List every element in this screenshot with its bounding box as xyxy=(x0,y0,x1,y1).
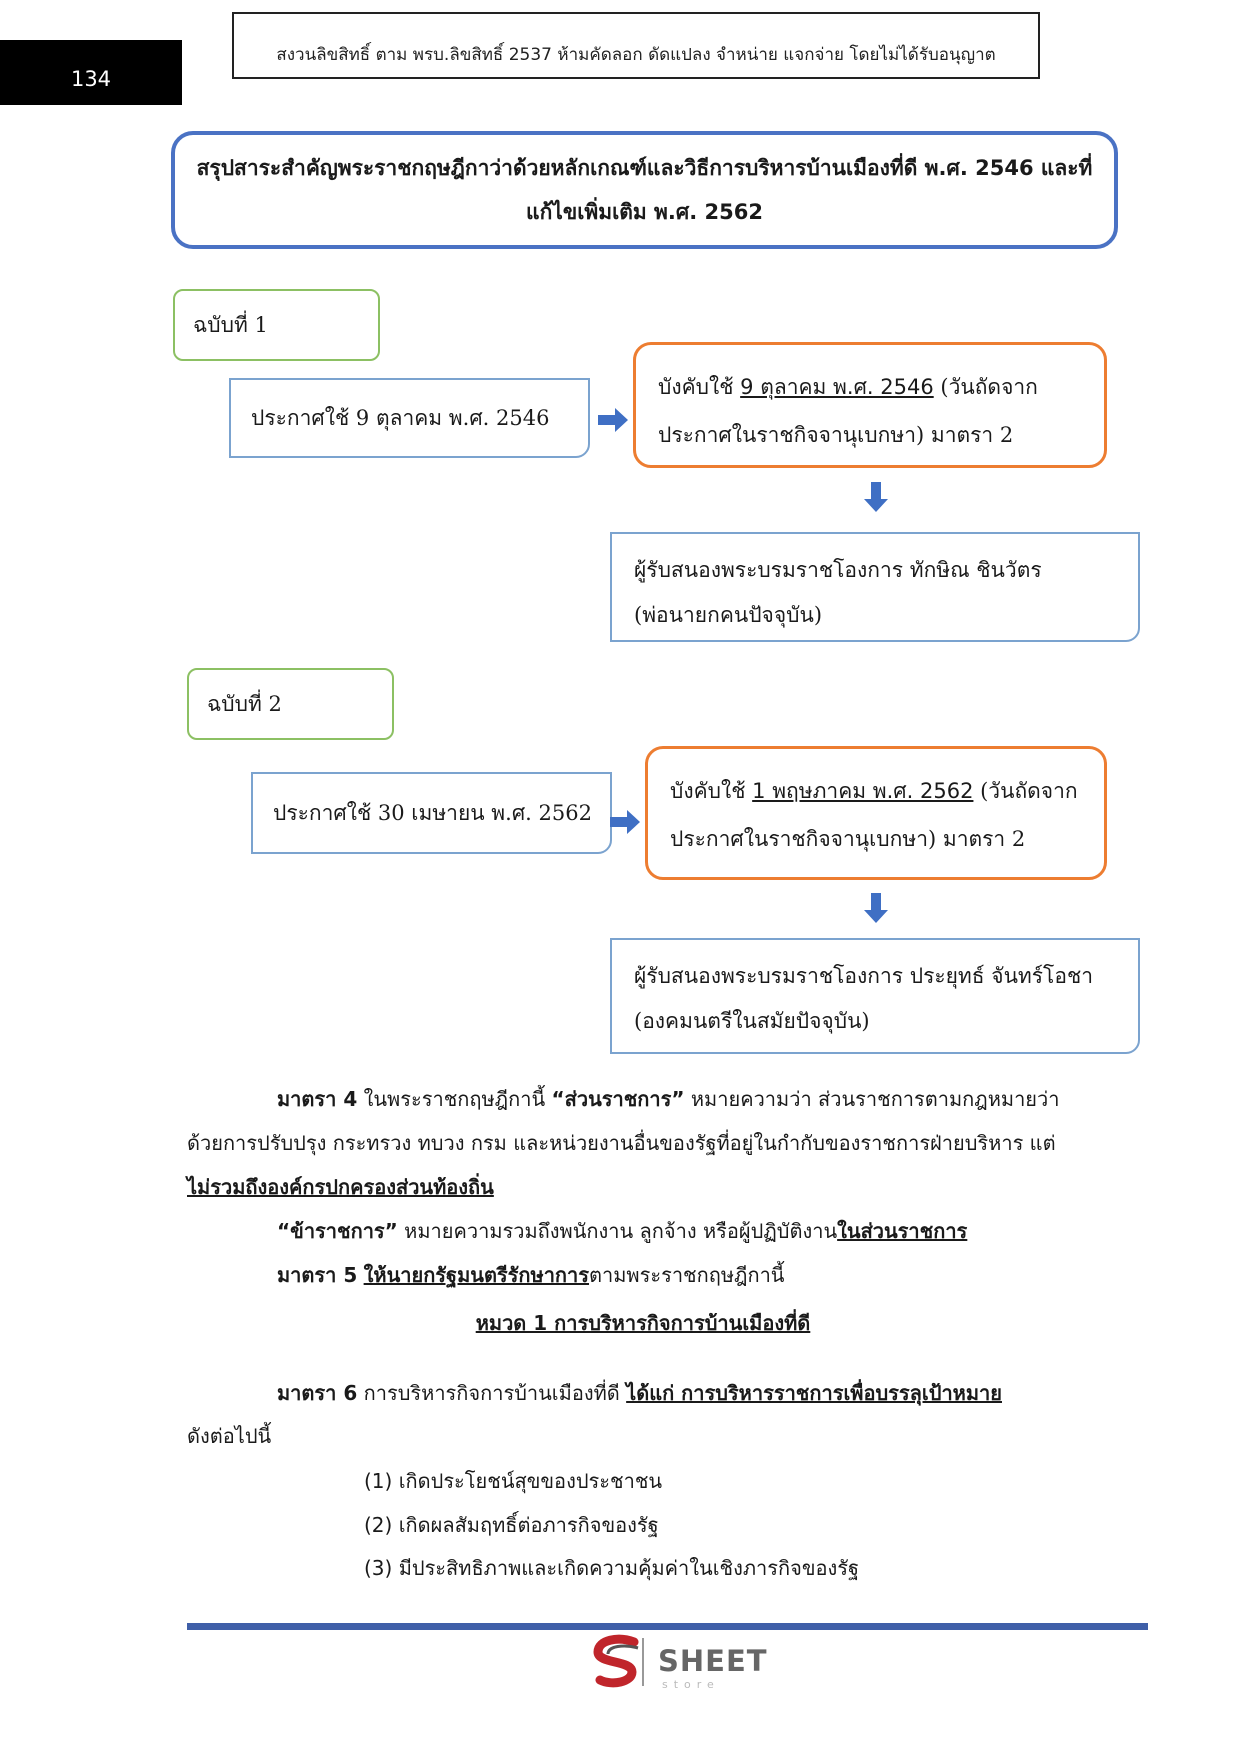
version-1-responder: ผู้รับสนองพระบรมราชโองการ ทักษิณ ชินวัตร (พ่อนายกคนปัจจุบัน) xyxy=(610,532,1140,642)
section-4-line-2: ด้วยการปรับปรุง กระทรวง ทบวง กรม และหน่วยงานอื่นของรัฐที่อยู่ในกำกับของราชการฝ่ายบริหาร แต่ xyxy=(187,1131,1056,1155)
officer-definition: “ข้าราชการ” หมายความรวมถึงพนักงาน ลูกจ้าง หรือผู้ปฏิบัติงานในส่วนราชการ xyxy=(277,1219,968,1243)
section-6-line-1: มาตรา 6 การบริหารกิจการบ้านเมืองที่ดี ได้แก่ การบริหารราชการเพื่อบรรลุเป้าหมาย xyxy=(277,1381,1002,1405)
version-2-effective: บังคับใช้ 1 พฤษภาคม พ.ศ. 2562 (วันถัดจาก ประกาศในราชกิจจานุเบกษา) มาตรา 2 xyxy=(645,746,1107,880)
copyright-text: สงวนลิขสิทธิ์ ตาม พรบ.ลิขสิทธิ์ 2537 ห้ามคัดลอก ดัดแปลง จำหน่าย แจกจ่าย โดยไม่ได้รับอนุญาต xyxy=(276,45,996,65)
chapter-heading: หมวด 1 การบริหารกิจการบ้านเมืองที่ดี xyxy=(475,1311,811,1335)
copyright-notice xyxy=(232,12,1040,79)
section-5: มาตรา 5 ให้นายกรัฐมนตรีรักษาการตามพระราชกฤษฎีกานี้ xyxy=(277,1263,785,1287)
section-4-exclusion: ไม่รวมถึงองค์กรปกครองส่วนท้องถิ่น xyxy=(187,1175,494,1199)
arrow-down-icon xyxy=(864,482,888,512)
version-2-label xyxy=(187,668,394,740)
title-line-1: สรุปสาระสำคัญพระราชกฤษฎีกาว่าด้วยหลักเกณฑ์และวิธีการบริหารบ้านเมืองที่ดี พ.ศ. 2546 และที่ xyxy=(196,156,1093,180)
version-2-responder: ผู้รับสนองพระบรมราชโองการ ประยุทธ์ จันทร์โอชา (องคมนตรีในสมัยปัจจุบัน) xyxy=(610,938,1140,1054)
arrow-down-icon xyxy=(864,893,888,923)
section-6-line-2: ดังต่อไปนี้ xyxy=(187,1424,272,1448)
arrow-right-icon xyxy=(598,408,628,432)
logo-subtext: store xyxy=(662,1678,720,1691)
version-2-announced-text: ประกาศใช้ 30 เมษายน พ.ศ. 2562 xyxy=(273,800,592,825)
page-number: 134 xyxy=(70,67,112,91)
version-1-effective: บังคับใช้ 9 ตุลาคม พ.ศ. 2546 (วันถัดจาก ประกาศในราชกิจจานุเบกษา) มาตรา 2 xyxy=(633,342,1107,468)
version-1-label xyxy=(173,289,380,361)
list-item: (2) เกิดผลสัมฤทธิ์ต่อภารกิจของรัฐ xyxy=(364,1513,659,1537)
version-1-label-text: ฉบับที่ 1 xyxy=(193,312,268,337)
version-2-effective-date: 1 พฤษภาคม พ.ศ. 2562 xyxy=(752,779,974,803)
section-4-line-1: มาตรา 4 ในพระราชกฤษฎีกานี้ “ส่วนราชการ” หมายความว่า ส่วนราชการตามกฎหมายว่า xyxy=(277,1087,1060,1111)
version-1-announced-text: ประกาศใช้ 9 ตุลาคม พ.ศ. 2546 xyxy=(251,405,550,430)
list-item: (3) มีประสิทธิภาพและเกิดความคุ้มค่าในเชิงภารกิจของรัฐ xyxy=(364,1556,860,1580)
logo-text: SHEET xyxy=(658,1644,768,1678)
document-title xyxy=(171,131,1118,249)
footer-divider xyxy=(187,1623,1148,1630)
version-2-label-text: ฉบับที่ 2 xyxy=(207,691,282,716)
version-1-effective-date: 9 ตุลาคม พ.ศ. 2546 xyxy=(740,375,934,399)
version-1-announced xyxy=(229,378,590,458)
list-item: (1) เกิดประโยชน์สุขของประชาชน xyxy=(364,1469,663,1493)
title-line-2: แก้ไขเพิ่มเติม พ.ศ. 2562 xyxy=(526,200,763,224)
arrow-right-icon xyxy=(610,810,640,834)
version-2-announced xyxy=(251,772,612,854)
sheet-store-logo-icon xyxy=(588,1634,648,1690)
